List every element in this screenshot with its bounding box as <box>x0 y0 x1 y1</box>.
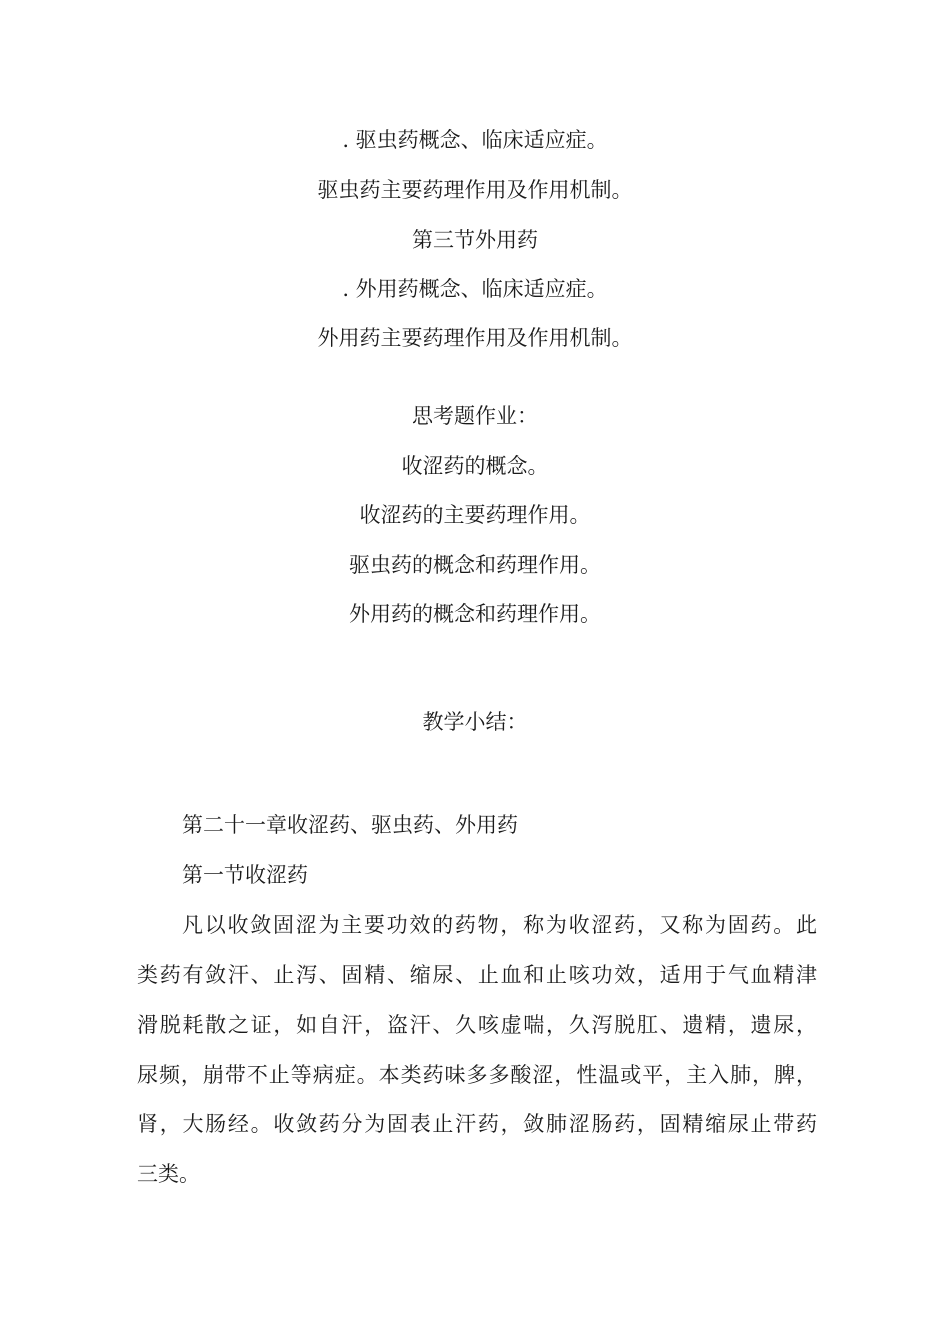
outline-item-external-pharmacology: 外用药主要药理作用及作用机制。 <box>317 326 633 350</box>
outline-item-anthelmintic-pharmacology: 驱虫药主要药理作用及作用机制。 <box>317 178 633 202</box>
paragraph-line: 滑脱耗散之证，如自汗，盗汗、久咳虚喘，久泻脱肛、遗精，遗尿， <box>137 1013 817 1037</box>
paragraph-line: 类药有敛汗、止泻、固精、缩尿、止血和止咳功效，适用于气血精津 <box>137 963 817 987</box>
homework-question: 收涩药的主要药理作用。 <box>359 503 591 527</box>
paragraph-line: 三类。 <box>137 1162 200 1186</box>
paragraph-line: 肾，大肠经。收敛药分为固表止汗药，敛肺涩肠药，固精缩尿止带药 <box>137 1112 817 1136</box>
outline-item-anthelmintic-concept: . 驱虫药概念、临床适应症。 <box>342 128 608 152</box>
outline-item-external-concept: . 外用药概念、临床适应症。 <box>342 277 608 301</box>
homework-question: 收涩药的概念。 <box>401 454 549 478</box>
section-heading-external-medicine: 第三节外用药 <box>412 228 538 252</box>
homework-question: 外用药的概念和药理作用。 <box>349 602 601 626</box>
paragraph-line: 尿频，崩带不止等病症。本类药味多多酸涩，性温或平，主入肺，脾， <box>137 1063 817 1087</box>
summary-title: 教学小结： <box>422 710 528 734</box>
paragraph-line: 凡以收敛固涩为主要功效的药物，称为收涩药，又称为固药。此 <box>182 913 817 937</box>
section-heading-astringent: 第一节收涩药 <box>182 863 308 887</box>
homework-title: 思考题作业： <box>412 404 538 428</box>
homework-question: 驱虫药的概念和药理作用。 <box>349 553 601 577</box>
chapter-heading: 第二十一章收涩药、驱虫药、外用药 <box>182 813 518 837</box>
